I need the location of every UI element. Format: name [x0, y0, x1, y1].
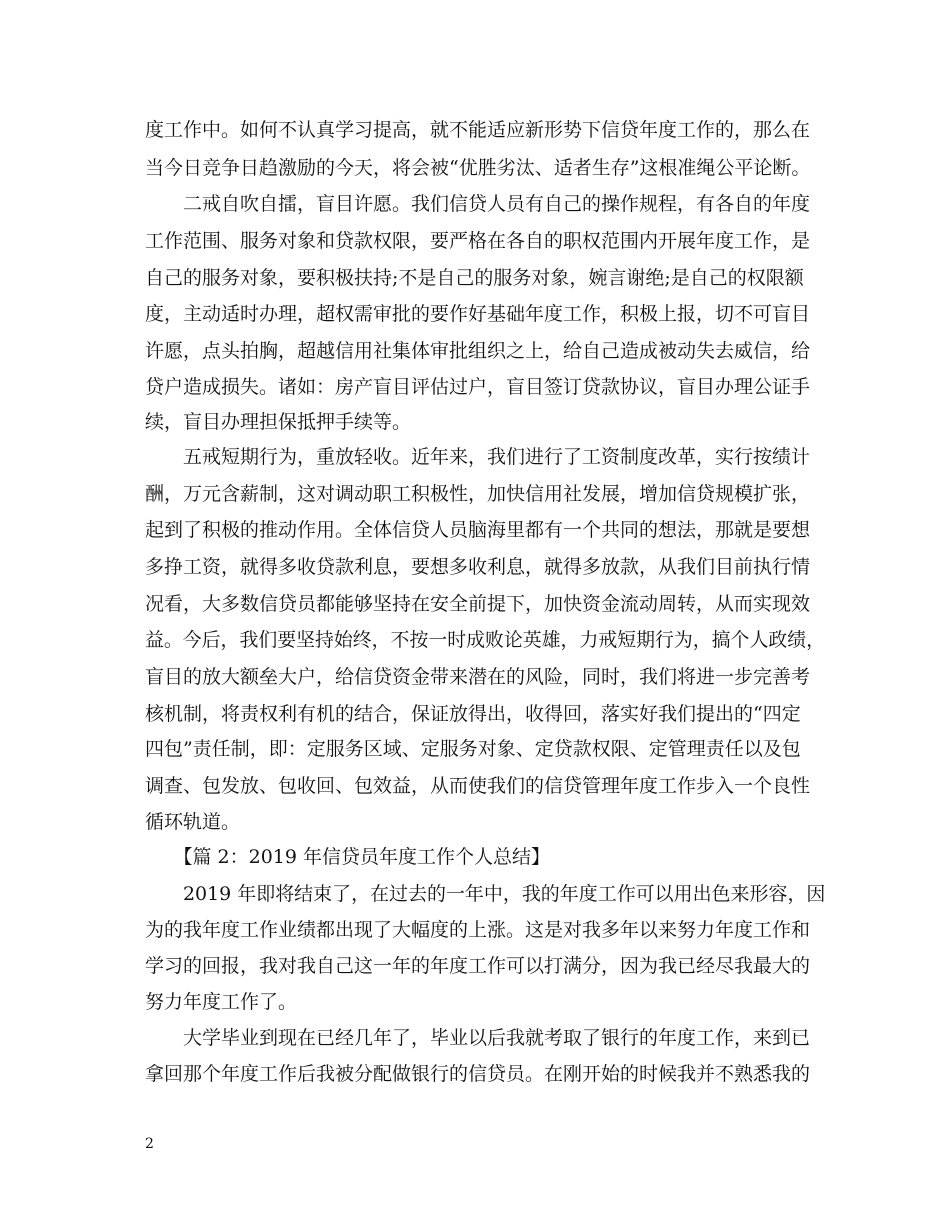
text-line: 核机制，将责权利有机的结合，保证放得出，收得回，落实好我们提出的“四定: [145, 703, 801, 725]
text-line: 自己的服务对象，要积极扶持;不是自己的服务对象，婉言谢绝;是自己的权限额: [145, 267, 804, 289]
text-line: 工作范围、服务对象和贷款权限，要严格在各自的职权范围内开展年度工作，是: [145, 230, 811, 252]
text-line: 五戒短期行为，重放轻收。近年来，我们进行了工资制度改革，实行按绩计: [145, 446, 811, 468]
text-line: 况看，大多数信贷员都能够坚持在安全前提下，加快资金流动周转，从而实现效: [145, 593, 811, 615]
text-line: 大学毕业到现在已经几年了，毕业以后我就考取了银行的年度工作，来到已: [145, 1027, 811, 1049]
text-line: 拿回那个年度工作后我被分配做银行的信贷员。在刚开始的时候我并不熟悉我的: [145, 1063, 811, 1085]
text-line: 起到了积极的推动作用。全体信贷人员脑海里都有一个共同的想法，那就是要想: [145, 519, 811, 541]
text-line: 度，主动适时办理，超权需审批的要作好基础年度工作，积极上报，切不可盲目: [145, 303, 811, 325]
text-line: 调查、包发放、包收回、包效益，从而使我们的信贷管理年度工作步入一个良性: [145, 775, 811, 797]
text-line: 续，盲目办理担保抵押手续等。: [145, 411, 412, 433]
text-line: 努力年度工作了。: [145, 991, 298, 1013]
section-heading: 【篇 2：2019 年信贷员年度工作个人总结】: [145, 846, 551, 868]
text-line: 为的我年度工作业绩都出现了大幅度的上涨。这是对我多年以来努力年度工作和: [145, 919, 811, 941]
text-line: 许愿，点头拍胸，超越信用社集体审批组织之上，给自己造成被动失去威信，给: [145, 340, 811, 362]
text-line: 盲目的放大额垒大户，给信贷资金带来潜在的风险，同时，我们将进一步完善考: [145, 666, 811, 688]
text-line: 贷户造成损失。诸如：房产盲目评估过户，盲目签订贷款协议，盲目办理公证手: [145, 376, 811, 398]
text-line: 二戒自吹自擂，盲目许愿。我们信贷人员有自己的操作规程，有各自的年度: [145, 193, 811, 215]
text-line: 酬，万元含薪制，这对调动职工积极性，加快信用社发展，增加信贷规模扩张，: [145, 483, 811, 505]
text-line: 循环轨道。: [145, 811, 241, 833]
text-line: 四包”责任制，即：定服务区域、定服务对象、定贷款权限、定管理责任以及包: [145, 738, 801, 760]
text-line: 度工作中。如何不认真学习提高，就不能适应新形势下信贷年度工作的，那么在: [145, 119, 811, 141]
text-line: 当今日竞争日趋激励的今天，将会被“优胜劣汰、适者生存”这根准绳公平论断。: [145, 157, 811, 179]
text-line: 2019 年即将结束了，在过去的一年中，我的年度工作可以用出色来形容，因: [145, 883, 826, 905]
text-line: 学习的回报，我对我自己这一年的年度工作可以打满分，因为我已经尽我最大的: [145, 955, 811, 977]
page-number: 2: [145, 1136, 154, 1152]
text-line: 多挣工资，就得多收贷款利息，要想多收利息，就得多放款，从我们目前执行情: [145, 556, 811, 578]
text-line: 益。今后，我们要坚持始终，不按一时成败论英雄，力戒短期行为，搞个人政绩，: [145, 629, 826, 651]
